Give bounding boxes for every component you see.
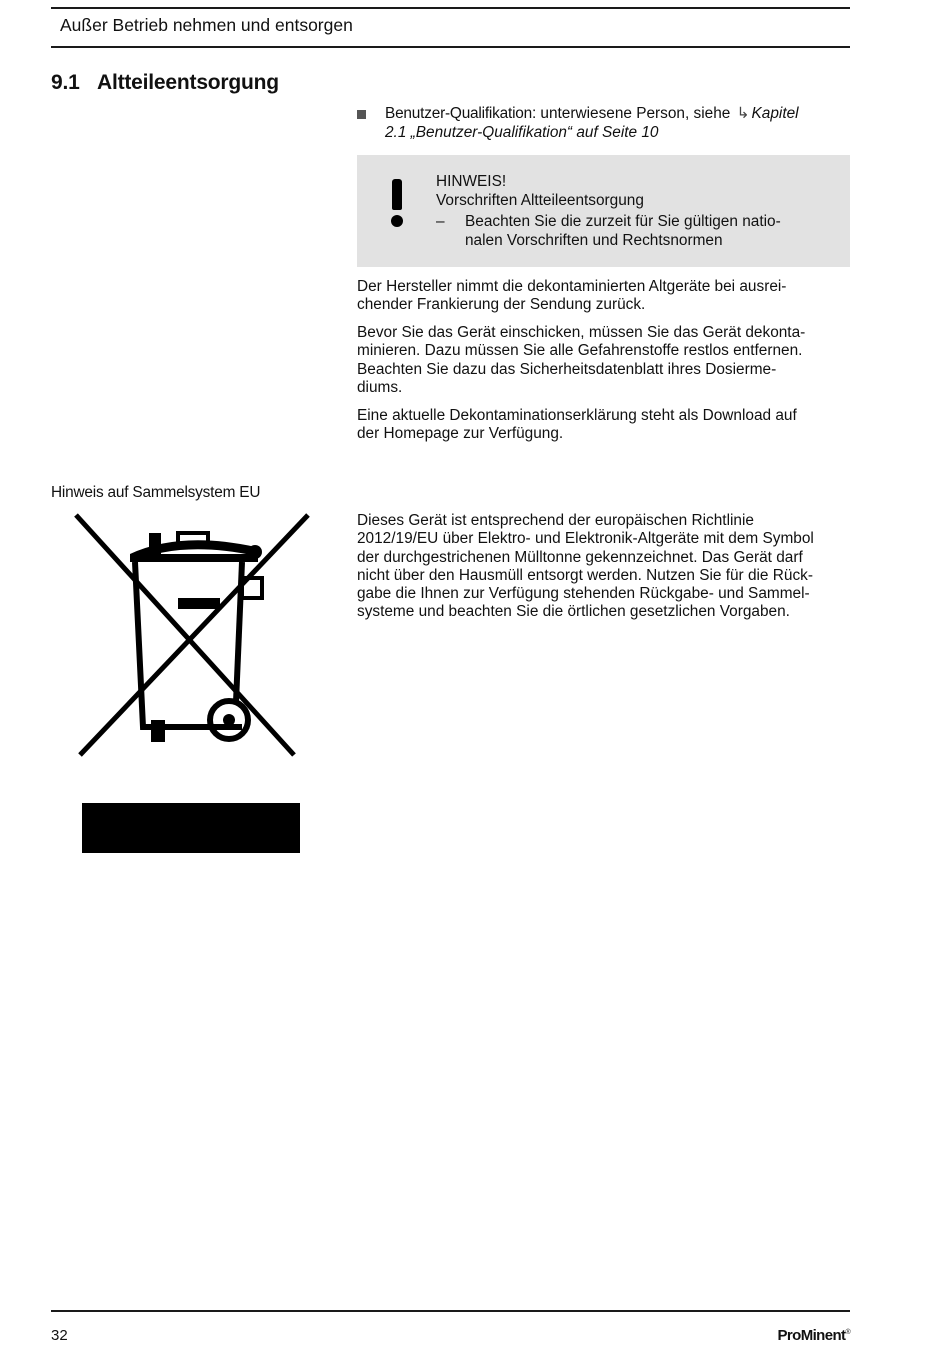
paragraph-declaration: Eine aktuelle Dekontaminationserklärung steht als Download auf der Homepage zur Verfügung. [357, 407, 797, 443]
notice-heading: HINWEIS! [436, 173, 507, 190]
paragraph-decontaminate: Bevor Sie das Gerät einschicken, müssen Sie das Gerät dekonta- minieren. Dazu müssen Sie alle Gefahrenstoffe restlos entfernen. Beachten Sie dazu das Sicherheitsdatenblatt ihres Dosierme- diums. [357, 324, 806, 396]
eu-collection-heading: Hinweis auf Sammelsystem EU [51, 484, 261, 501]
section-heading [51, 71, 279, 95]
section-title: Altteileentsorgung [97, 71, 279, 94]
dash-bullet: – [436, 213, 445, 230]
notice-bullet: – Beachten Sie die zurzeit für Sie gültigen natio- nalen Vorschriften und Rechtsnormen [436, 213, 781, 249]
chapter-link[interactable]: Kapitel 2.1 „Benutzer-Qualifikation“ auf Seite 10 [385, 105, 799, 141]
qualification-label: Benutzer-Qualifikation: [385, 105, 537, 122]
eu-collection-paragraph: Dieses Gerät ist entsprechend der europäischen Richtlinie 2012/19/EU über Elektro- und Elektronik-Altgeräte mit dem Symbol der durchgestrichenen Mülltonne gekennzeichnet. Das Gerät darf nicht über den Hausmüll entsorgt werden. Nutzen Sie für die Rück- gabe die Ihnen zur Verfügung stehenden Rückgabe- und Sammel- systeme und beachten Sie die örtlichen gesetzlichen Vorgaben. [357, 512, 814, 621]
exclamation-icon [392, 179, 402, 210]
header-bottom-rule [51, 46, 850, 48]
paragraph-return: Der Hersteller nimmt die dekontaminierten Altgeräte bei ausrei- chender Frankierung der Sendung zurück. [357, 278, 787, 314]
weee-marking-bar [82, 803, 300, 853]
qualification-text: unterwiesene Person, siehe [540, 105, 731, 122]
qualification-item [357, 105, 852, 142]
running-header-title: Außer Betrieb nehmen und entsorgen [60, 15, 353, 35]
prominent-logo: ProMinent® [777, 1327, 850, 1344]
page-number: 32 [51, 1327, 68, 1344]
section-number: 9.1 [51, 71, 80, 94]
header-top-rule [51, 7, 850, 9]
notice-box [357, 155, 850, 267]
notice-subheading: Vorschriften Altteileentsorgung [436, 191, 644, 209]
footer-rule [51, 1310, 850, 1312]
bullet-square-icon [357, 110, 366, 119]
exclamation-dot [391, 215, 403, 227]
crossed-out-wheelie-bin-icon [72, 512, 312, 762]
cross-reference-arrow-icon: ↳ [736, 105, 750, 122]
